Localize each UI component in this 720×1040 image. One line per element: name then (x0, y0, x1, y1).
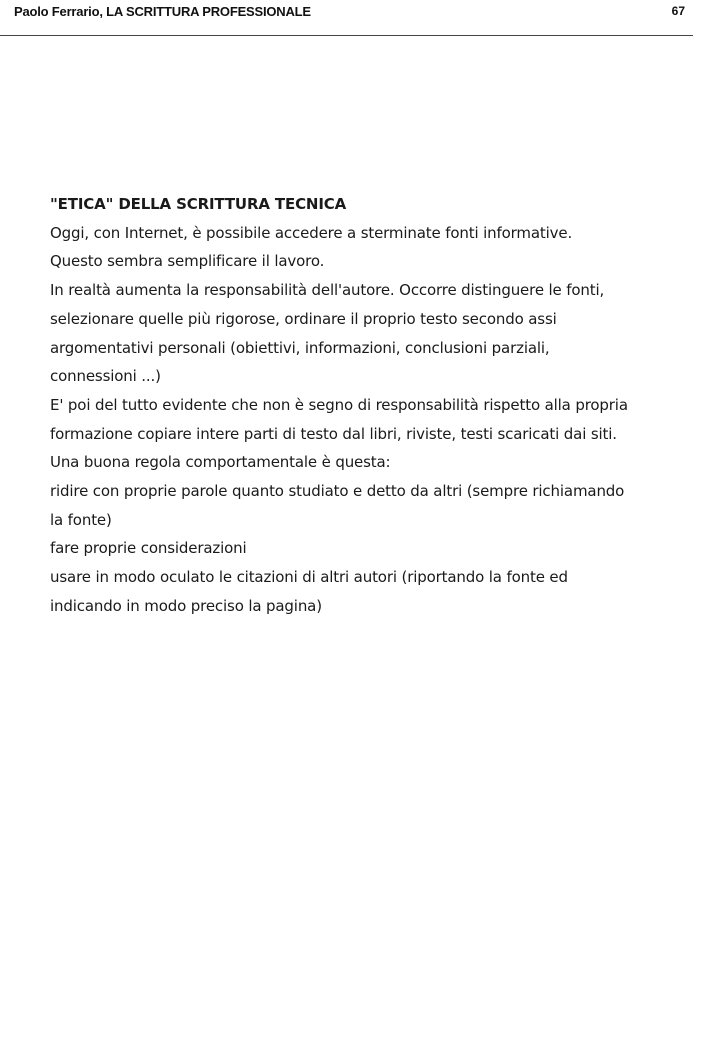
body-line: Questo sembra semplificare il lavoro. (50, 252, 325, 271)
body-line: selezionare quelle più rigorose, ordinare il proprio testo secondo assi (50, 309, 557, 328)
body-line: In realtà aumenta la responsabilità dell'autore. Occorre distinguere le fonti, (50, 281, 605, 300)
body-line: formazione copiare intere parti di testo dal libri, riviste, testi scaricati dai siti. (50, 424, 617, 443)
body-line: indicando in modo preciso la pagina) (50, 596, 322, 615)
body-line: E' poi del tutto evidente che non è segno di responsabilità rispetto alla propria (50, 395, 628, 414)
body-line: connessioni ...) (50, 367, 161, 386)
body-line: fare proprie considerazioni (50, 539, 247, 558)
body-line: Una buona regola comportamentale è questa: (50, 453, 391, 472)
running-title: Paolo Ferrario, LA SCRITTURA PROFESSIONALE (14, 4, 311, 19)
body-line: usare in modo oculato le citazioni di altri autori (riportando la fonte ed (50, 568, 568, 587)
body-line: Oggi, con Internet, è possibile accedere a sterminate fonti informative. (50, 223, 573, 242)
body-line: ridire con proprie parole quanto studiato e detto da altri (sempre richiamando (50, 482, 625, 501)
page-number: 67 (671, 4, 685, 18)
section-heading: "ETICA" DELLA SCRITTURA TECNICA (50, 195, 347, 213)
body-line: la fonte) (50, 510, 112, 529)
page-header (0, 0, 693, 36)
body-line: argomentativi personali (obiettivi, informazioni, conclusioni parziali, (50, 338, 550, 357)
section-body (50, 190, 690, 621)
